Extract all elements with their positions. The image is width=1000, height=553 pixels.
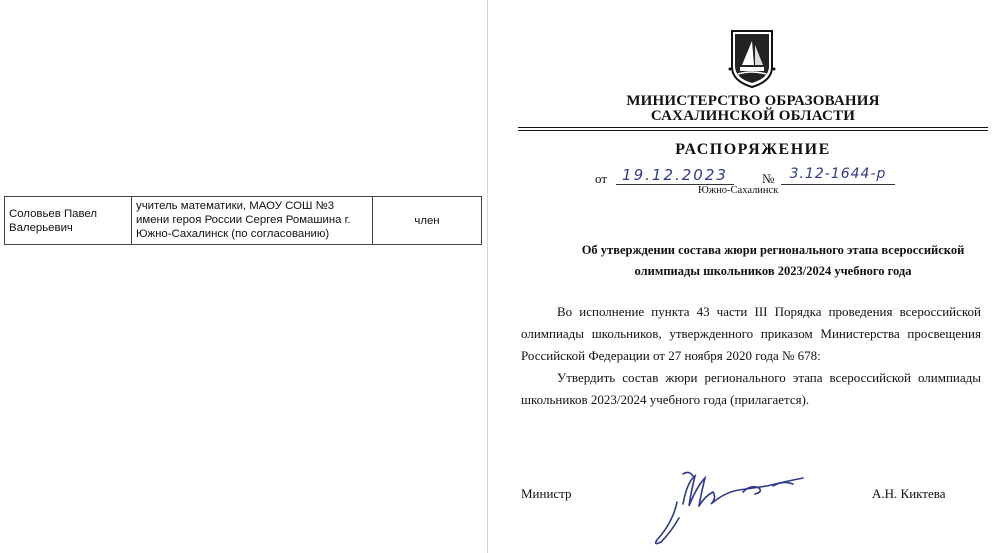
- decree-date: 19.12.2023: [616, 166, 734, 185]
- basis-paragraph: Во исполнение пункта 43 части III Порядка проведения всероссийской олимпиады школьников, утвержденного приказом Министерства просвещения Российской Федерации от 27 ноября 2020 года № 678:: [521, 304, 981, 363]
- decree-page: [488, 0, 1000, 553]
- annex-page: [0, 0, 488, 553]
- decree-number: 3.12-1644-р: [781, 166, 895, 185]
- decree-title: РАСПОРЯЖЕНИЕ: [675, 141, 831, 158]
- decree-body: [521, 301, 981, 411]
- subject-line-1: Об утверждении состава жюри регионального этапа всероссийской: [581, 243, 965, 257]
- ministry-name-line-1: МИНИСТЕРСТВО ОБРАЗОВАНИЯ: [626, 93, 880, 109]
- number-label: №: [762, 171, 775, 186]
- date-label: от: [595, 171, 608, 186]
- decree-subject: [528, 240, 1000, 282]
- header-rule-top: [518, 127, 988, 128]
- resolution-paragraph: Утвердить состав жюри регионального этапа всероссийской олимпиады школьников 2023/2024 учебного года (прилагается).: [521, 370, 981, 407]
- member-position-cell: учитель математики, МАОУ СОШ №3 имени героя России Сергея Ромашина г. Южно-Сахалинск (по согласованию): [132, 197, 373, 245]
- coat-of-arms-icon: [728, 27, 776, 89]
- member-name-cell: Соловьев Павел Валерьевич: [5, 197, 132, 245]
- member-role-cell: член: [373, 197, 482, 245]
- ministry-name-line-2: САХАЛИНСКОЙ ОБЛАСТИ: [650, 108, 856, 124]
- jury-members-table: [4, 196, 482, 245]
- signatory-title: Министр: [521, 486, 572, 501]
- table-row: [5, 197, 482, 245]
- city-label: Южно-Сахалинск: [698, 185, 779, 196]
- signature-icon: [643, 462, 823, 552]
- signatory-name: А.Н. Киктева: [872, 486, 946, 501]
- subject-line-2: олимпиады школьников 2023/2024 учебного года: [634, 264, 912, 278]
- header-rule-bottom: [518, 130, 988, 131]
